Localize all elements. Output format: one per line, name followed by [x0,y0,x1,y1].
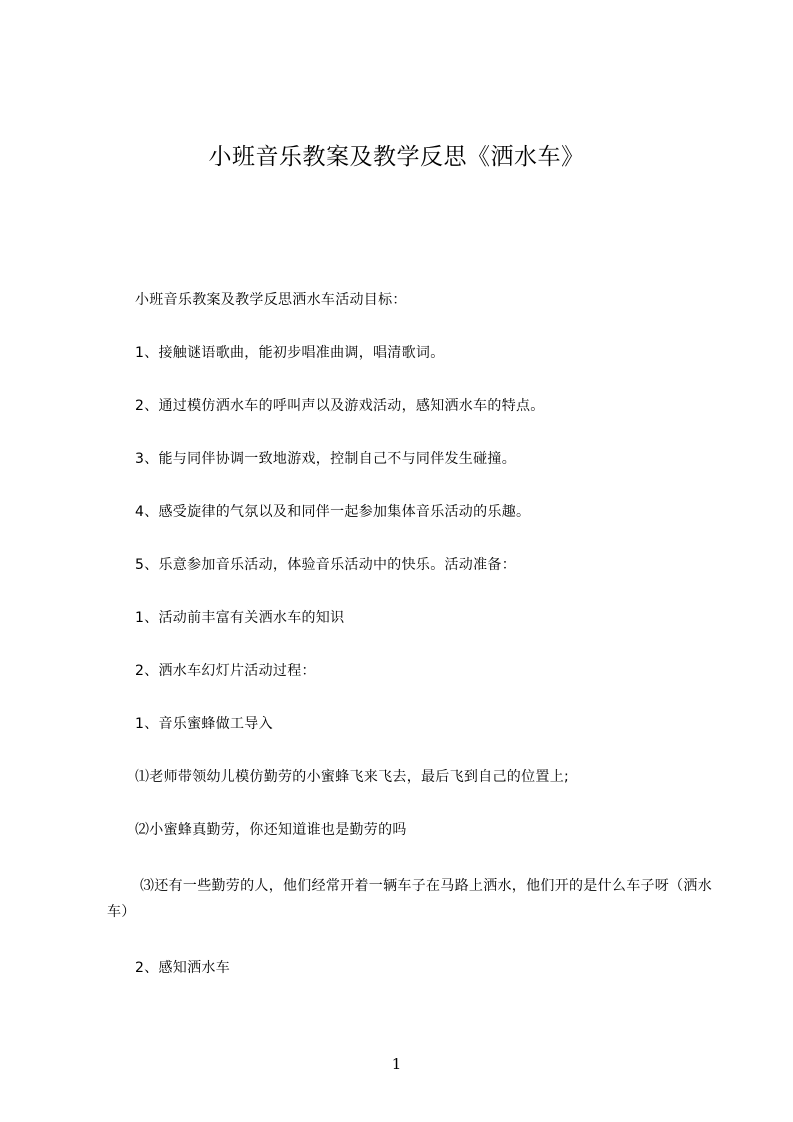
document-title: 小班音乐教案及教学反思《洒水车》 [208,144,585,170]
paragraph-process-2: 2、感知洒水车 [135,960,231,976]
paragraph-process-1-step-1: ⑴老师带领幼儿模仿勤劳的小蜜蜂飞来飞去，最后飞到自己的位置上; [135,769,570,785]
paragraph-objective-1: 1、接触谜语歌曲，能初步唱准曲调，唱清歌词。 [135,345,445,361]
paragraph-preparation-1: 1、活动前丰富有关洒水车的知识 [135,610,345,626]
paragraph-objectives-heading: 小班音乐教案及教学反思洒水车活动目标： [135,292,407,308]
paragraph-objective-5: 5、乐意参加音乐活动，体验音乐活动中的快乐。活动准备： [135,557,517,573]
paragraph-process-1-step-3: ⑶还有一些勤劳的人，他们经常开着一辆车子在马路上洒水，他们开的是什么车子呀（洒水车） [107,878,712,920]
page-number: 1 [391,1055,402,1073]
paragraph-objective-2: 2、通过模仿洒水车的呼叫声以及游戏活动，感知洒水车的特点。 [135,398,545,414]
paragraph-process-1: 1、音乐蜜蜂做工导入 [135,716,273,732]
paragraph-process-1-step-2: ⑵小蜜蜂真勤劳，你还知道谁也是勤劳的吗 [135,822,407,838]
paragraph-objective-3: 3、能与同伴协调一致地游戏，控制自己不与同伴发生碰撞。 [135,451,517,467]
paragraph-preparation-2: 2、洒水车幻灯片活动过程： [135,663,316,679]
paragraph-objective-4: 4、感受旋律的气氛以及和同伴一起参加集体音乐活动的乐趣。 [135,504,531,520]
